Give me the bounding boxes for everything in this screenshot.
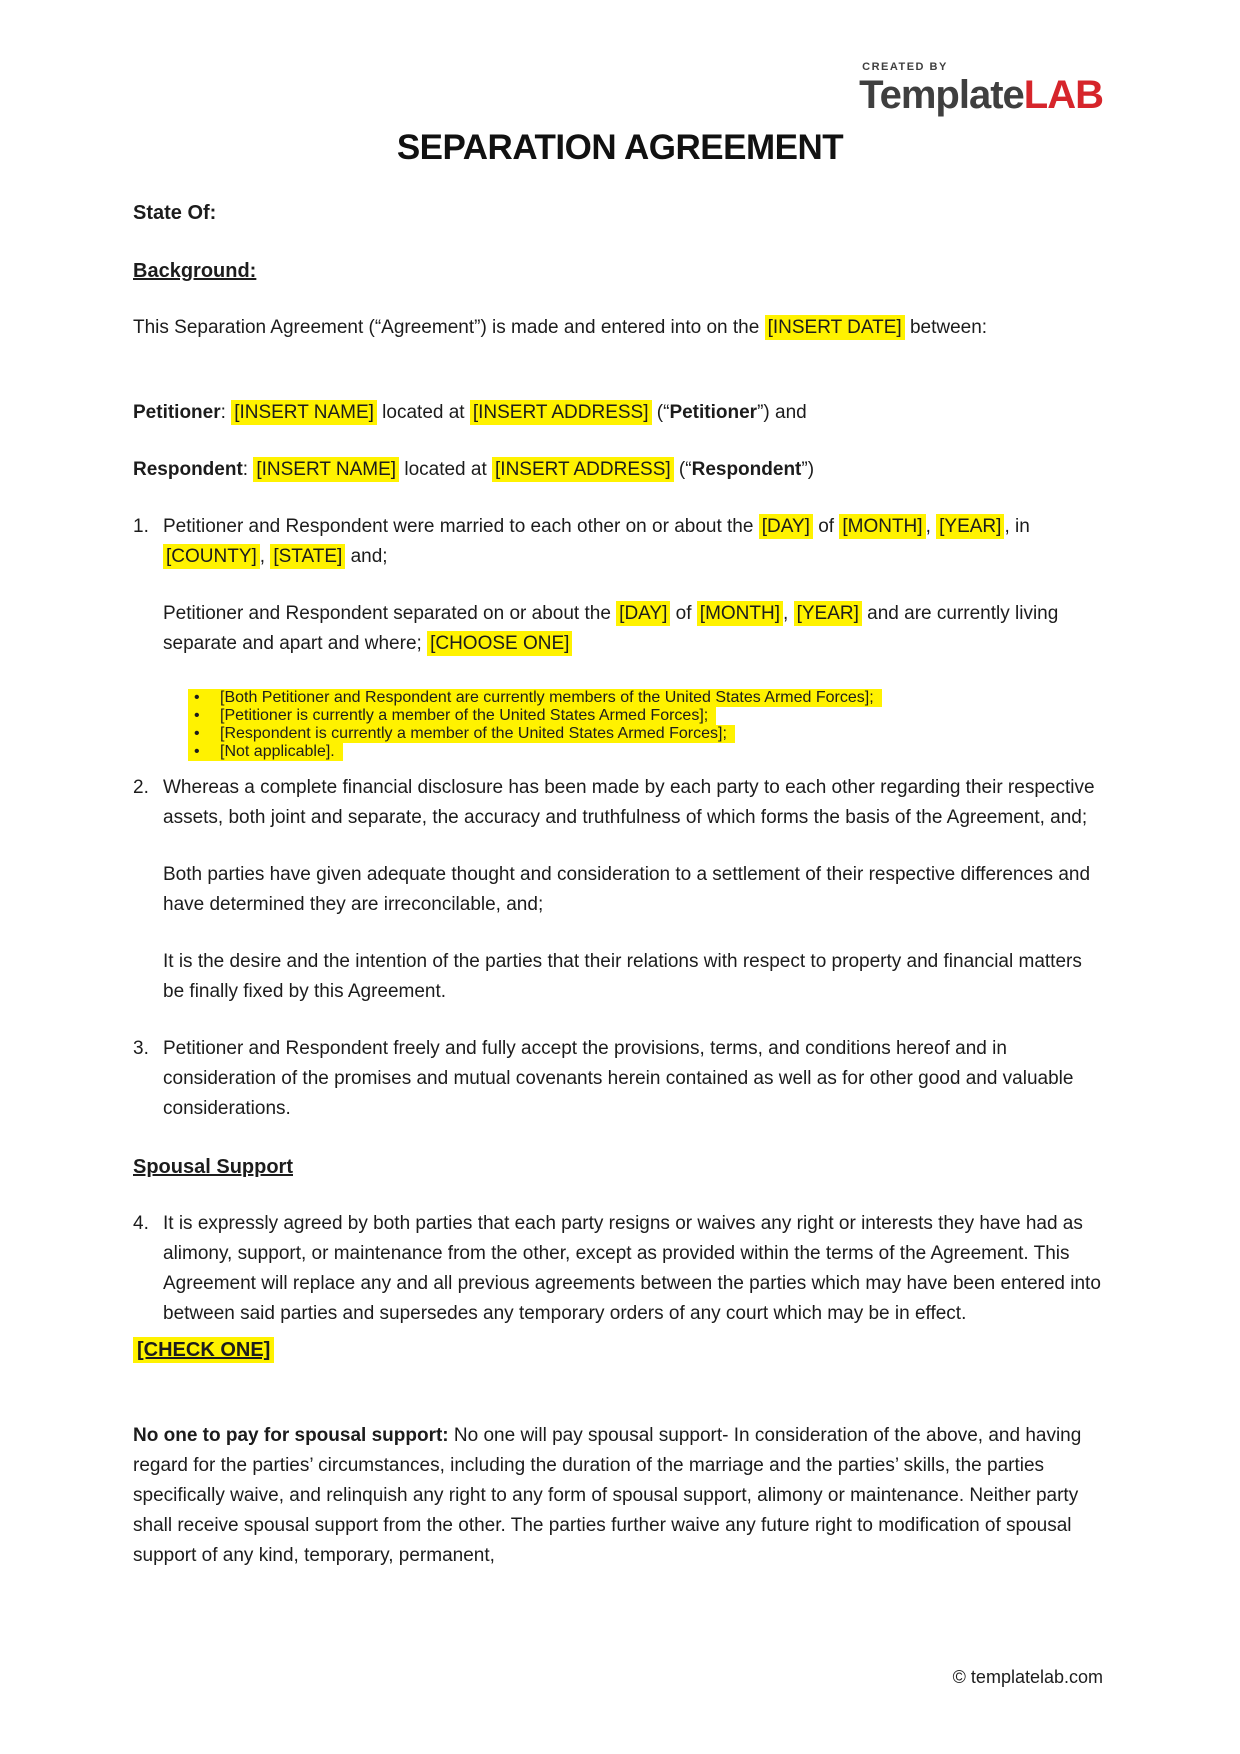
numbered-item-4 [133, 1209, 1107, 1329]
bullet-highlight [188, 725, 735, 743]
desire-intention-paragraph [163, 947, 1107, 1007]
text-segment: , [259, 546, 271, 567]
text-segment: , in [1004, 516, 1030, 537]
placeholder-highlight: [INSERT NAME] [253, 457, 399, 482]
logo-created-by-text: CREATED BY [862, 61, 948, 73]
text-segment: located at [399, 459, 493, 480]
text-segment: (“ [673, 459, 692, 480]
adequate-thought-paragraph [163, 860, 1107, 920]
bullet-highlight [188, 707, 716, 725]
text-segment: Respondent [133, 459, 243, 480]
spacer [133, 343, 1107, 371]
document-title: SEPARATION AGREEMENT [396, 128, 844, 167]
state-of-label: State Of: [133, 202, 217, 224]
bullet-item [188, 707, 1107, 725]
logo-brand-lab: LAB [1023, 73, 1103, 117]
text-segment: Both parties have given adequate thought and consideration to a settlement of their respective differences and have determined they are irreconcilable, and; [163, 864, 1091, 915]
separation-paragraph [163, 599, 1107, 659]
logo-brand-text [859, 75, 1103, 115]
text-segment: , [925, 516, 937, 537]
placeholder-highlight: [DAY] [759, 514, 813, 539]
text-segment: It is the desire and the intention of the parties that their relations with respect to property and financial matters be finally fixed by this Agreement. [163, 951, 1082, 1002]
text-segment: and are currently living separate and apart and where; [163, 603, 1059, 654]
placeholder-highlight: [INSERT DATE] [765, 315, 905, 340]
text-segment: No one to pay for spousal support: [133, 1425, 449, 1446]
text-segment: , [783, 603, 794, 624]
bullet-text: [Respondent is currently a member of the United States Armed Forces]; [220, 725, 727, 742]
list-number: 3. [133, 1038, 149, 1059]
placeholder-highlight: [YEAR] [936, 514, 1004, 539]
text-segment: This Separation Agreement (“Agreement”) is made and entered into on the [133, 317, 765, 338]
bullet-icon: • [194, 707, 200, 724]
text-segment: Petitioner and Respondent separated on or about the [163, 603, 617, 624]
text-segment: located at [376, 402, 470, 423]
text-segment: Petitioner and Respondent were married to each other on or about the [163, 516, 759, 537]
numbered-item-2 [133, 773, 1107, 833]
bullet-item [188, 725, 1107, 743]
placeholder-highlight: [CHOOSE ONE] [427, 631, 572, 656]
placeholder-highlight: [INSERT NAME] [231, 400, 377, 425]
list-item-text [163, 773, 1107, 833]
placeholder-highlight: [COUNTY] [163, 544, 260, 569]
list-number: 4. [133, 1213, 149, 1234]
bullet-icon: • [194, 689, 200, 706]
bullet-text: [Both Petitioner and Respondent are currently members of the United States Armed Forces]; [220, 689, 874, 706]
spousal-support-heading: Spousal Support [133, 1156, 293, 1178]
petitioner-paragraph [133, 398, 1107, 428]
placeholder-highlight: [DAY] [616, 601, 670, 626]
placeholder-highlight: [YEAR] [794, 601, 862, 626]
list-item-text [163, 1209, 1107, 1329]
check-one-label: [CHECK ONE] [133, 1337, 274, 1363]
list-item-text [163, 512, 1107, 572]
document-body [133, 198, 1107, 1571]
bullet-icon: • [194, 725, 200, 742]
bullet-item [188, 689, 1107, 707]
list-item-text [163, 1034, 1107, 1124]
text-segment: Petitioner [669, 402, 758, 423]
placeholder-highlight: [MONTH] [697, 601, 783, 626]
placeholder-highlight: [INSERT ADDRESS] [470, 400, 652, 425]
logo-brand-template: Template [859, 73, 1024, 117]
bullet-item [188, 743, 1107, 761]
text-segment: Respondent [691, 459, 802, 480]
placeholder-highlight: [STATE] [270, 544, 345, 569]
text-segment: (“ [651, 402, 670, 423]
text-segment: : [220, 402, 232, 423]
text-segment: Petitioner [133, 402, 221, 423]
numbered-item-1 [133, 512, 1107, 572]
text-segment: and; [345, 546, 388, 567]
respondent-paragraph [133, 455, 1107, 485]
text-segment: Whereas a complete financial disclosure has been made by each party to each other regarding their respective assets, both joint and separate, the accuracy and truthfulness of which forms the basis of the Agreement, and; [163, 777, 1095, 828]
numbered-item-3 [133, 1034, 1107, 1124]
text-segment: It is expressly agreed by both parties that each party resigns or waives any right or interests they have had as alimony, support, or maintenance from the other, except as provided within the terms of the Agreement. This Agreement will replace any and all previous agreements between the parties which may have been entered into between said parties and supersedes any temporary orders of any court which may be in effect. [163, 1213, 1101, 1324]
text-segment: No one will pay spousal support- In consideration of the above, and having regard for the parties’ circumstances, including the duration of the marriage and the parties’ skills, the parties specifically waive, and relinquish any right to any form of spousal support, alimony or maintenance. Neither party shall receive spousal support from the other. The parties further waive any future right to modification of spousal support of any kind, temporary, permanent, [133, 1425, 1082, 1566]
intro-paragraph [133, 313, 1107, 343]
bullet-highlight [188, 689, 882, 707]
list-number: 2. [133, 777, 149, 798]
check-one-line [133, 1335, 1107, 1366]
spacer [133, 1366, 1107, 1394]
placeholder-highlight: [INSERT ADDRESS] [492, 457, 674, 482]
bullet-text: [Petitioner is currently a member of the United States Armed Forces]; [220, 707, 709, 724]
bullet-text: [Not applicable]. [220, 743, 335, 760]
text-segment: of [812, 516, 840, 537]
no-spousal-support-paragraph [133, 1421, 1107, 1571]
choose-one-options [188, 689, 1107, 761]
list-number: 1. [133, 516, 149, 537]
text-segment: Petitioner and Respondent freely and fully accept the provisions, terms, and conditions hereof and in consideration of the promises and mutual covenants herein contained as well as for other good and valuable considerations. [163, 1038, 1074, 1119]
templatelab-logo [859, 62, 1103, 115]
text-segment: ”) and [757, 402, 807, 423]
bullet-highlight [188, 743, 343, 761]
placeholder-highlight: [MONTH] [839, 514, 925, 539]
text-segment: : [242, 459, 254, 480]
bullet-icon: • [194, 743, 200, 760]
footer-copyright: © templatelab.com [952, 1667, 1103, 1687]
text-segment: of [670, 603, 697, 624]
text-segment: ”) [801, 459, 815, 480]
background-heading: Background: [133, 260, 257, 282]
text-segment: between: [904, 317, 988, 338]
